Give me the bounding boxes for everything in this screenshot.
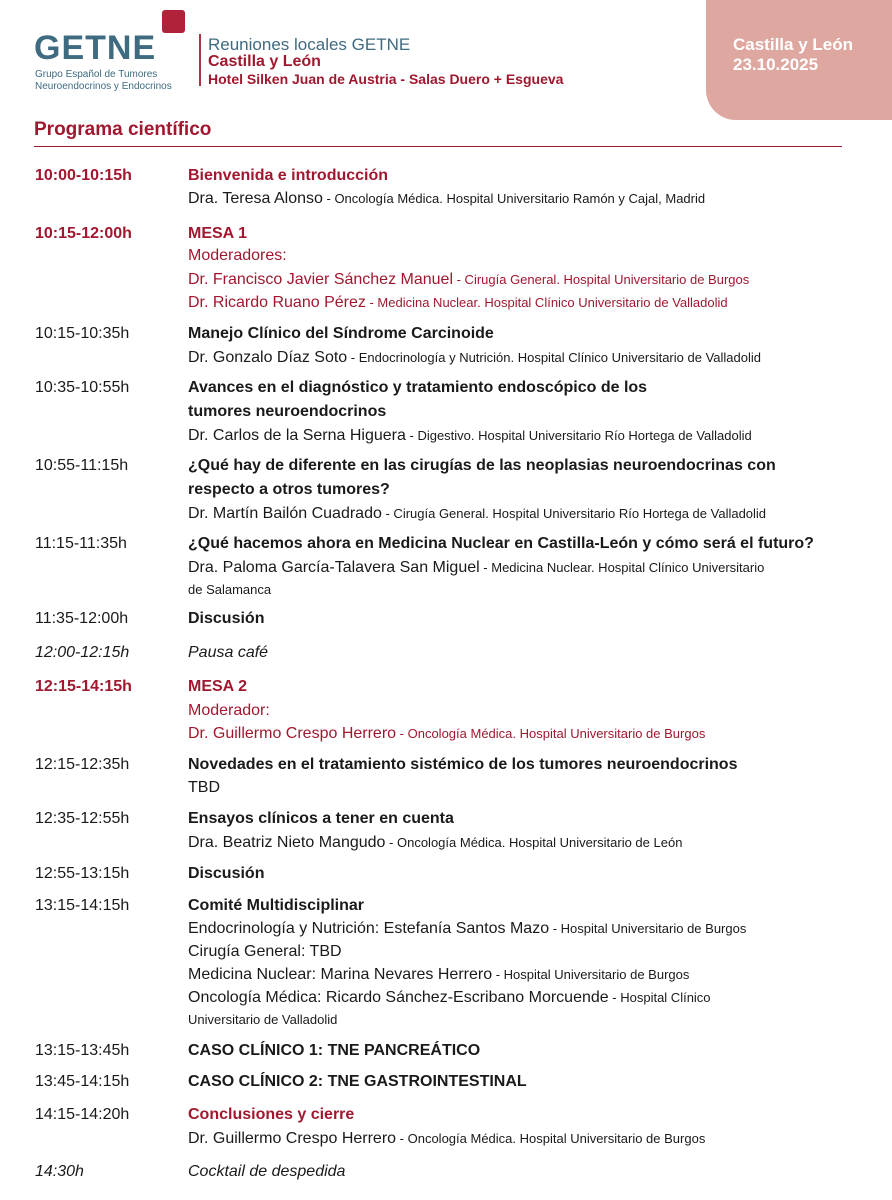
committee-member: [188, 966, 689, 984]
moderator-affiliation: - Medicina Nuclear. Hospital Clínico Universitario de Valladolid: [365, 295, 728, 310]
committee-affiliation: - Hospital Clínico: [608, 990, 711, 1005]
program-speaker-line: [188, 505, 766, 523]
moderator-name: Dr. Ricardo Ruano Pérez: [188, 294, 366, 311]
committee-affiliation-cont: Universitario de Valladolid: [188, 1012, 338, 1027]
moderator-line: [188, 725, 705, 743]
speaker-name: Dra. Beatriz Nieto Mangudo: [188, 834, 386, 851]
program-speaker-line: [188, 349, 761, 367]
program-time: 11:15-11:35h: [35, 535, 127, 552]
moderator-line: [188, 271, 749, 289]
program-title: MESA 2: [188, 678, 247, 695]
program-title-cont: respecto a otros tumores?: [188, 481, 390, 498]
section-rule: [34, 146, 842, 147]
program-time: 13:45-14:15h: [35, 1073, 130, 1090]
program-speaker-line: [188, 1130, 705, 1148]
speaker-name: Dr. Carlos de la Serna Higuera: [188, 427, 406, 444]
program-title-cont: tumores neuroendocrinos: [188, 403, 387, 420]
program-title: Bienvenida e introducción: [188, 167, 389, 184]
program-title: Comité Multidisciplinar: [188, 897, 365, 914]
committee-member: Cirugía General: TBD: [188, 943, 342, 960]
speaker-affiliation: - Oncología Médica. Hospital Universitario Ramón y Cajal, Madrid: [322, 191, 706, 206]
moderator-name: Dr. Guillermo Crespo Herrero: [188, 725, 397, 742]
program-time: 14:15-14:20h: [35, 1106, 130, 1123]
speaker-affiliation: - Digestivo. Hospital Universitario Río Hortega de Valladolid: [405, 428, 752, 443]
speaker-name: TBD: [188, 779, 220, 796]
speaker-affiliation: - Medicina Nuclear. Hospital Clínico Universitario: [479, 560, 765, 575]
program-speaker-line: [188, 427, 752, 445]
getne-logo: [34, 10, 194, 90]
program-time: 13:15-13:45h: [35, 1042, 130, 1059]
program-time: 12:00-12:15h: [35, 644, 130, 661]
speaker-affiliation: - Endocrinología y Nutrición. Hospital Clínico Universitario de Valladolid: [347, 350, 761, 365]
date-badge: [706, 0, 892, 120]
logo-subtitle-line1: Grupo Español de Tumores: [35, 69, 158, 80]
logo-square: [162, 10, 185, 33]
program-title: CASO CLÍNICO 2: TNE GASTROINTESTINAL: [188, 1073, 527, 1090]
program-time: 10:15-12:00h: [35, 225, 132, 242]
committee-role: Medicina Nuclear: Marina Nevares Herrero: [188, 966, 493, 983]
speaker-affiliation-cont: de Salamanca: [188, 582, 272, 597]
speaker-name: Dra. Teresa Alonso: [188, 190, 323, 207]
program-time: 10:00-10:15h: [35, 167, 132, 184]
moderator-name: Dr. Francisco Javier Sánchez Manuel: [188, 271, 453, 288]
speaker-name: Dr. Martín Bailón Cuadrado: [188, 505, 382, 522]
program-speaker-line: [188, 834, 682, 852]
moderators-label: Moderadores:: [188, 247, 287, 264]
program-title: Discusión: [188, 610, 265, 627]
speaker-affiliation: - Cirugía General. Hospital Universitario Río Hortega de Valladolid: [381, 506, 767, 521]
logo-subtitle-line2: Neuroendocrinos y Endocrinos: [35, 81, 172, 92]
moderator-affiliation: - Cirugía General. Hospital Universitario de Burgos: [453, 272, 750, 287]
moderator-line: [188, 294, 728, 312]
program-title: ¿Qué hay de diferente en las cirugías de las neoplasias neuroendocrinas con: [188, 457, 776, 474]
meeting-series: Reuniones locales GETNE: [208, 35, 411, 54]
program-title: MESA 1: [188, 225, 247, 242]
moderators-label: Moderador:: [188, 702, 270, 719]
program-title: Avances en el diagnóstico y tratamiento endoscópico de los: [188, 379, 648, 396]
program-title: Pausa café: [188, 644, 269, 661]
program-time: 11:35-12:00h: [35, 610, 129, 627]
committee-role: Oncología Médica: Ricardo Sánchez-Escribano Morcuende: [188, 989, 609, 1006]
logo-name: GETNE: [34, 29, 157, 67]
speaker-name: Dr. Guillermo Crespo Herrero: [188, 1130, 397, 1147]
speaker-name: Dra. Paloma García-Talavera San Miguel: [188, 559, 480, 576]
program-title: Cocktail de despedida: [188, 1163, 346, 1180]
program-title: Manejo Clínico del Síndrome Carcinoide: [188, 325, 494, 342]
program-title: CASO CLÍNICO 1: TNE PANCREÁTICO: [188, 1042, 481, 1059]
program-speaker-line: [188, 559, 764, 577]
program-time: 12:15-14:15h: [35, 678, 132, 695]
program-time: 13:15-14:15h: [35, 897, 130, 914]
program-title: ¿Qué hacemos ahora en Medicina Nuclear en Castilla-León y cómo será el futuro?: [188, 535, 814, 552]
moderator-affiliation: - Oncología Médica. Hospital Universitario de Burgos: [396, 726, 706, 741]
speaker-affiliation: - Oncología Médica. Hospital Universitario de León: [385, 835, 683, 850]
program-time: 12:35-12:55h: [35, 810, 130, 827]
program-title: Conclusiones y cierre: [188, 1106, 355, 1123]
section-title: Programa científico: [34, 119, 212, 140]
program-title: Ensayos clínicos a tener en cuenta: [188, 810, 454, 827]
program-speaker-line: [188, 190, 705, 208]
badge-region: Castilla y León: [733, 35, 853, 54]
program-title: Discusión: [188, 865, 265, 882]
program-time: 10:35-10:55h: [35, 379, 130, 396]
program-time: 12:55-13:15h: [35, 865, 130, 882]
header-divider: [199, 34, 201, 86]
speaker-name: Dr. Gonzalo Díaz Soto: [188, 349, 348, 366]
program-time: 14:30h: [35, 1163, 84, 1180]
badge-date: 23.10.2025: [733, 55, 819, 74]
program-time: 10:55-11:15h: [35, 457, 129, 474]
committee-affiliation: - Hospital Universitario de Burgos: [492, 967, 690, 982]
committee-member: [188, 989, 711, 1007]
committee-affiliation: - Hospital Universitario de Burgos: [549, 921, 747, 936]
meeting-venue: Hotel Silken Juan de Austria - Salas Duero + Esgueva: [208, 71, 564, 87]
committee-role: Endocrinología y Nutrición: Estefanía Santos Mazo: [188, 920, 550, 937]
committee-member: [188, 920, 746, 938]
speaker-affiliation: - Oncología Médica. Hospital Universitario de Burgos: [396, 1131, 706, 1146]
meeting-region: Castilla y León: [208, 53, 321, 70]
program-time: 12:15-12:35h: [35, 756, 130, 773]
program-time: 10:15-10:35h: [35, 325, 130, 342]
program-title: Novedades en el tratamiento sistémico de los tumores neuroendocrinos: [188, 756, 738, 773]
